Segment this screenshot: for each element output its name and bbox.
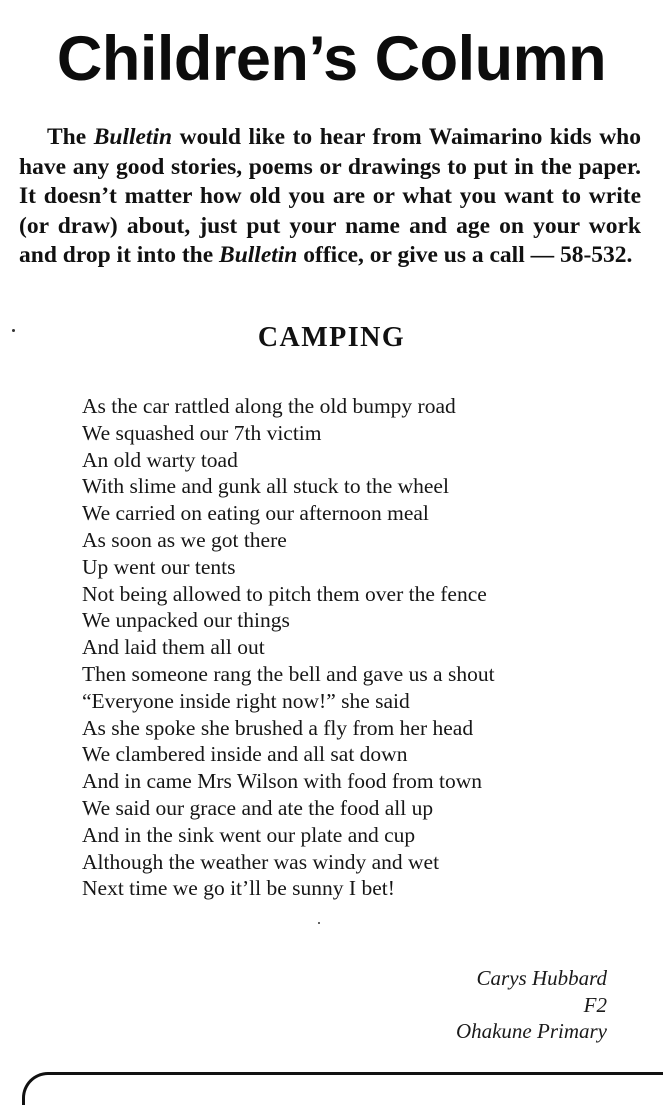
poem-line: Next time we go it’ll be sunny I bet!	[82, 876, 395, 901]
author-class: F2	[583, 992, 607, 1017]
intro-text-3: office, or give us a call — 58-532.	[297, 242, 633, 269]
poem-line: An old warty toad	[82, 447, 238, 472]
bulletin-name: Bulletin	[93, 124, 173, 150]
poem-line: We clambered inside and all sat down	[82, 742, 408, 767]
poem-line: Not being allowed to pitch them over the fence	[82, 581, 487, 606]
poem-line: “Everyone inside right now!” she said	[82, 688, 410, 713]
author-name: Carys Hubbard	[476, 966, 607, 990]
poem-line: And in the sink went our plate and cup	[82, 822, 416, 847]
poem-line: We carried on eating our afternoon meal	[82, 501, 429, 526]
poem-line: And laid them all out	[82, 635, 265, 660]
intro-text-1: The	[47, 124, 94, 150]
poem-line: As she spoke she brushed a fly from her head	[82, 715, 474, 740]
poem-line: And in came Mrs Wilson with food from town	[82, 769, 483, 794]
poem-title: CAMPING	[257, 322, 406, 353]
poem-body	[82, 393, 622, 902]
print-speck	[318, 922, 320, 924]
poem-line: As soon as we got there	[82, 527, 287, 552]
poem-line: Then someone rang the bell and gave us a shout	[82, 661, 495, 686]
poem-line: We squashed our 7th victim	[82, 420, 322, 445]
author-school: Ohakune Primary	[455, 1019, 607, 1044]
signature-block	[307, 965, 607, 1045]
poem-line: With slime and gunk all stuck to the wheel	[82, 474, 449, 499]
poem-line: Up went our tents	[82, 554, 236, 579]
intro-text-2: would like to hear from Waimarino kids who have any good stories, poems or drawings to put in the paper. It doesn’t matter how old you are or what you want to write (or draw) about, just put your name and age on your work and drop it into the	[19, 124, 641, 269]
next-section-border	[22, 1072, 663, 1105]
poem-line: We said our grace and ate the food all up	[82, 795, 434, 820]
page-title: Children’s Column	[56, 24, 607, 94]
intro-paragraph	[19, 123, 641, 271]
poem-line: Although the weather was windy and wet	[82, 849, 440, 874]
poem-line: As the car rattled along the old bumpy road	[82, 394, 456, 418]
print-speck	[12, 329, 15, 332]
bulletin-name: Bulletin	[219, 242, 298, 269]
poem-line: We unpacked our things	[82, 608, 290, 633]
